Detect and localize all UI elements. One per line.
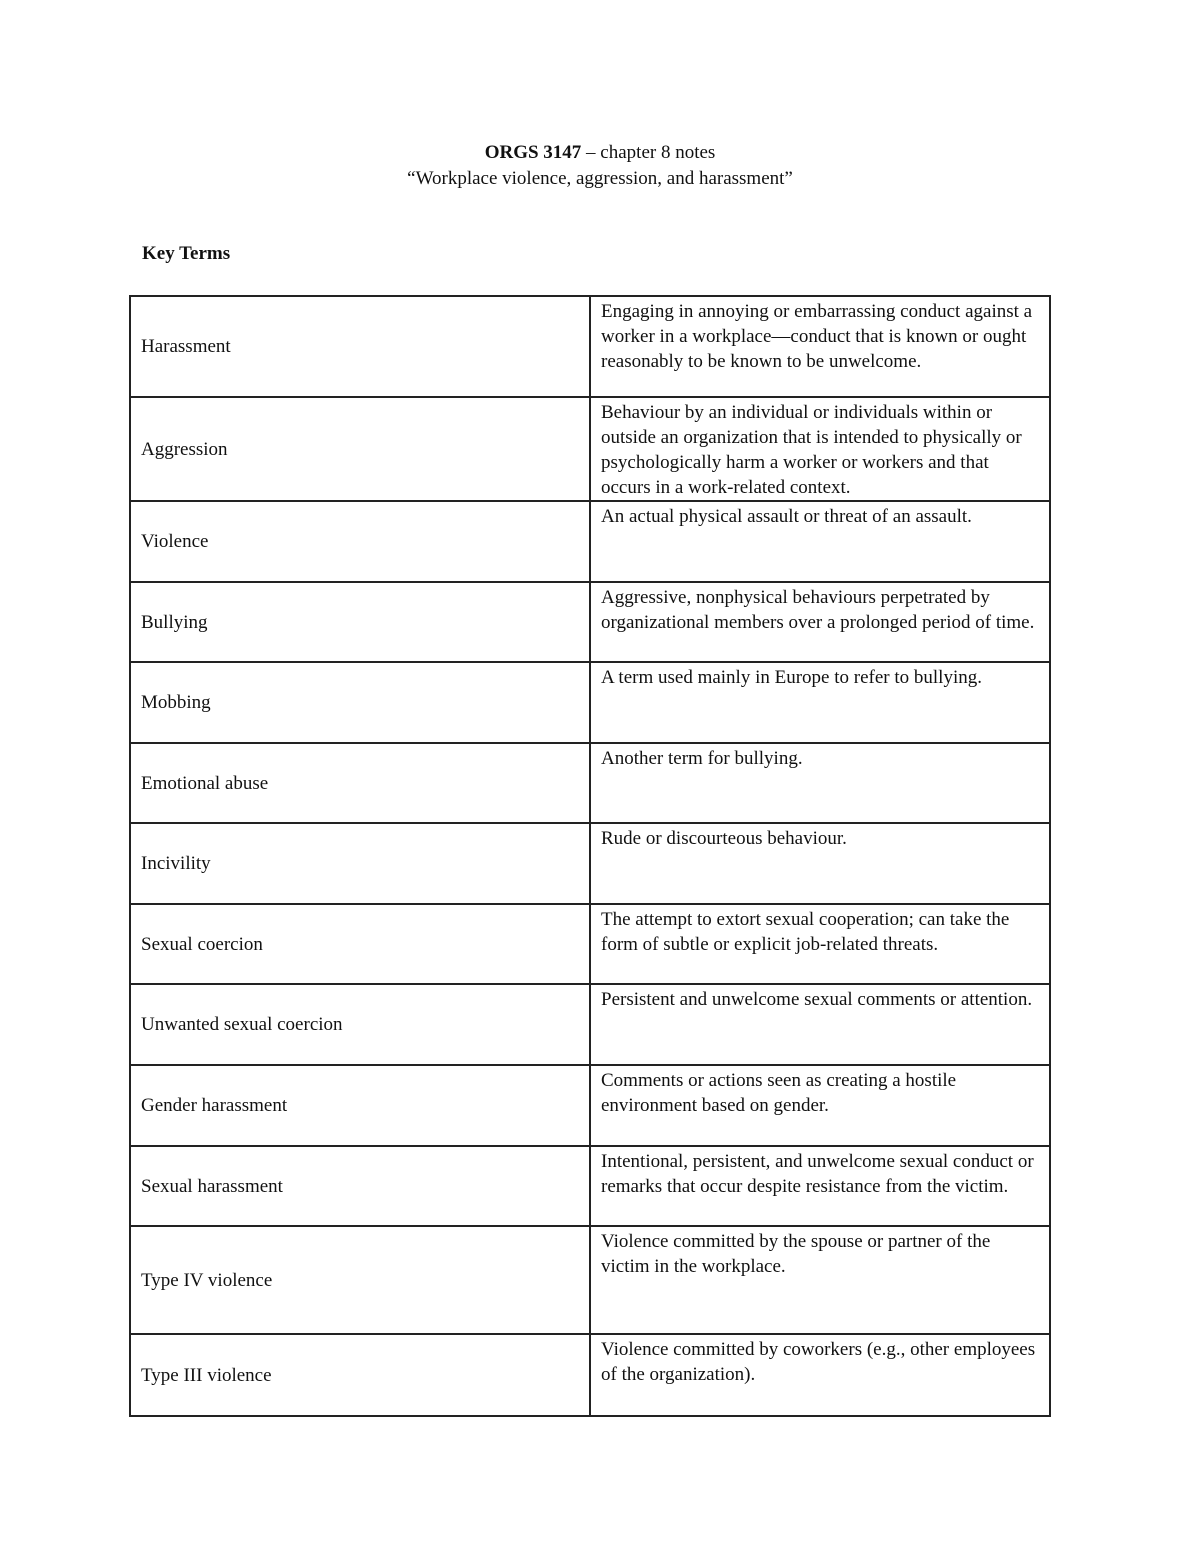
definition-cell: Behaviour by an individual or individuals within or outside an organization that is intended to physically or psychologically harm a worker or workers and that occurs in a work-related context. xyxy=(590,397,1050,501)
definition-cell: Another term for bullying. xyxy=(590,743,1050,823)
term-cell: Sexual harassment xyxy=(130,1146,590,1226)
table-row xyxy=(130,662,1050,743)
table-row xyxy=(130,1065,1050,1146)
definition-cell: Intentional, persistent, and unwelcome sexual conduct or remarks that occur despite resistance from the victim. xyxy=(590,1146,1050,1226)
definition-cell: An actual physical assault or threat of an assault. xyxy=(590,501,1050,582)
table-row xyxy=(130,296,1050,397)
term-cell: Sexual coercion xyxy=(130,904,590,984)
definition-cell: The attempt to extort sexual cooperation; can take the form of subtle or explicit job-related threats. xyxy=(590,904,1050,984)
key-terms-table xyxy=(129,295,1051,1417)
term-cell: Type III violence xyxy=(130,1334,590,1416)
term-cell: Incivility xyxy=(130,823,590,904)
table-row xyxy=(130,1334,1050,1416)
table-row xyxy=(130,823,1050,904)
table-row xyxy=(130,1146,1050,1226)
definition-cell: Violence committed by coworkers (e.g., other employees of the organization). xyxy=(590,1334,1050,1416)
term-cell: Harassment xyxy=(130,296,590,397)
table-row xyxy=(130,984,1050,1065)
definition-cell: Rude or discourteous behaviour. xyxy=(590,823,1050,904)
course-code: ORGS 3147 xyxy=(484,142,582,163)
term-cell: Unwanted sexual coercion xyxy=(130,984,590,1065)
table-row xyxy=(130,743,1050,823)
document-subtitle: “Workplace violence, aggression, and harassment” xyxy=(407,168,793,189)
definition-cell: Engaging in annoying or embarrassing conduct against a worker in a workplace—conduct that is known or ought reasonably to be known to be unwelcome. xyxy=(590,296,1050,397)
term-cell: Type IV violence xyxy=(130,1226,590,1334)
table-row xyxy=(130,1226,1050,1334)
section-title: Key Terms xyxy=(142,243,231,264)
term-cell: Mobbing xyxy=(130,662,590,743)
definition-cell: Comments or actions seen as creating a hostile environment based on gender. xyxy=(590,1065,1050,1146)
term-cell: Violence xyxy=(130,501,590,582)
document-header xyxy=(0,140,1200,192)
definition-cell: Violence committed by the spouse or partner of the victim in the workplace. xyxy=(590,1226,1050,1334)
table-row xyxy=(130,582,1050,662)
title-line xyxy=(0,140,1200,166)
definition-cell: Aggressive, nonphysical behaviours perpetrated by organizational members over a prolonged period of time. xyxy=(590,582,1050,662)
table-row xyxy=(130,397,1050,501)
table-row xyxy=(130,501,1050,582)
term-cell: Aggression xyxy=(130,397,590,501)
term-cell: Bullying xyxy=(130,582,590,662)
definition-cell: Persistent and unwelcome sexual comments or attention. xyxy=(590,984,1050,1065)
table-row xyxy=(130,904,1050,984)
term-cell: Emotional abuse xyxy=(130,743,590,823)
term-cell: Gender harassment xyxy=(130,1065,590,1146)
chapter-label: – chapter 8 notes xyxy=(581,142,716,163)
definition-cell: A term used mainly in Europe to refer to bullying. xyxy=(590,662,1050,743)
